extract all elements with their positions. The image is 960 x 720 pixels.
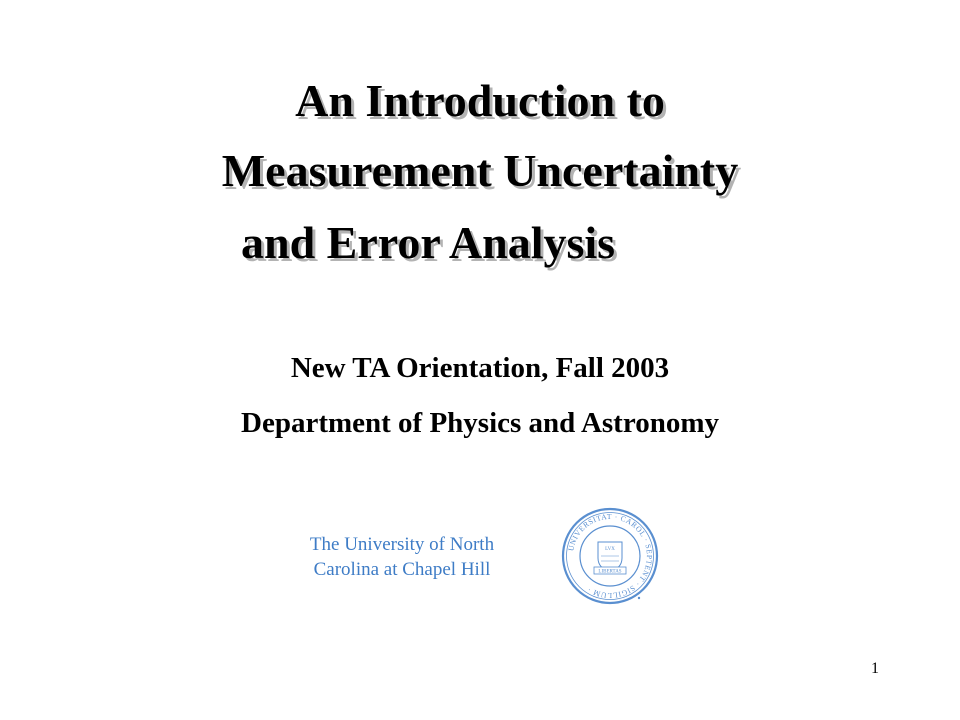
subtitle-orientation: New TA Orientation, Fall 2003 [290, 352, 670, 384]
university-name [272, 532, 532, 582]
university-seal-logo [560, 506, 660, 606]
title-line-2: Measurement Uncertainty [221, 145, 739, 196]
university-name-line-2: Carolina at Chapel Hill [313, 559, 491, 580]
subtitle-department: Department of Physics and Astronomy [241, 407, 719, 439]
seal-ribbon-text: LIBERTAS [598, 569, 622, 575]
seal-ring-text: UNIVERSITAT · CAROL · SEPTENT · SIGILLUM · [566, 511, 655, 601]
title-line-3: and Error Analysis [241, 217, 616, 268]
university-name-line-1: The University of North [309, 534, 495, 555]
seal-top-text: LVX [605, 547, 615, 552]
title-line-1: An Introduction to [295, 75, 665, 126]
page-number: 1 [871, 660, 879, 677]
